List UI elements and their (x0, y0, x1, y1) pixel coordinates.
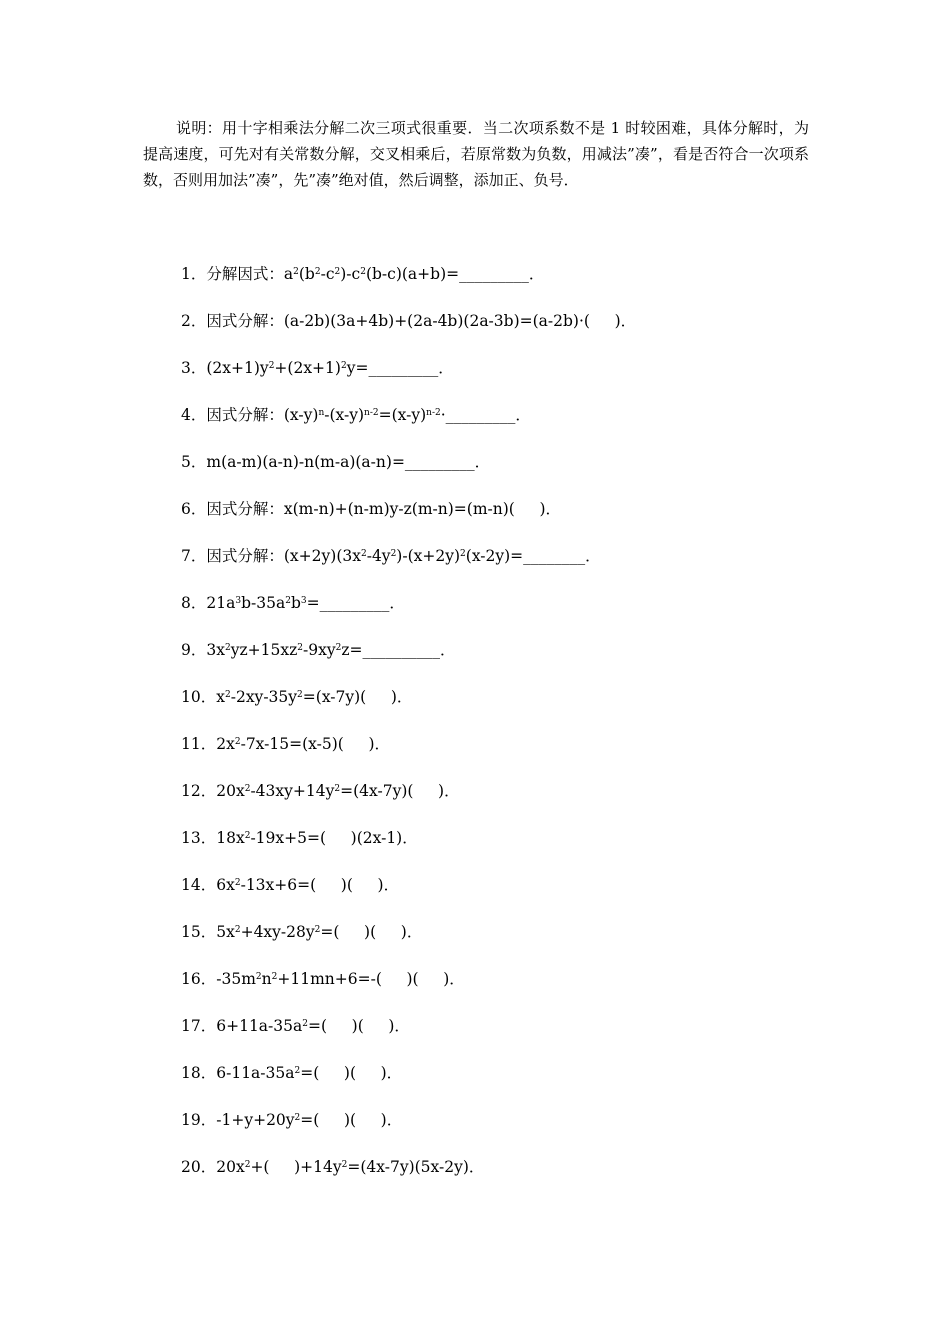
problem-number: 12． (181, 782, 217, 800)
problem-item (181, 496, 821, 543)
problem-number: 7． (181, 547, 207, 565)
problem-expression: $6+11a-35a^2=$( )( )． (216, 1017, 410, 1035)
problem-item (181, 966, 821, 1013)
problem-expression: $(2x+1)y^2+(2x+1)^2y=\_\_\_\_\_\_\_\_\_$． (206, 359, 454, 377)
problem-item (181, 872, 821, 919)
problem-expression: $6x^2-13x+6=$( )( )． (216, 876, 400, 894)
problem-number: 5． (181, 453, 207, 471)
problem-expression: $21a^3b-35a^2b^3=\_\_\_\_\_\_\_\_\_$． (206, 594, 405, 612)
problem-item (181, 684, 821, 731)
problem-expression: $-35m^2n^2+11mn+6=-$( )( )． (216, 970, 465, 988)
problem-item (181, 637, 821, 684)
problem-item (181, 825, 821, 872)
problem-expression: $-1+y+20y^2=$( )( )． (216, 1111, 403, 1129)
problem-number: 4． (181, 406, 207, 424)
problem-item (181, 449, 821, 496)
problem-number: 10． (181, 688, 217, 706)
problem-item (181, 308, 821, 355)
problem-number: 18． (181, 1064, 217, 1082)
problem-number: 11． (181, 735, 217, 753)
problem-item (181, 731, 821, 778)
problem-item (181, 1060, 821, 1107)
problem-number: 17． (181, 1017, 217, 1035)
problem-list (181, 261, 821, 1201)
problem-expression: $18x^2-19x+5=$( )(2x-1)． (216, 829, 418, 847)
problem-number: 3． (181, 359, 207, 377)
problem-item (181, 1154, 821, 1201)
problem-item (181, 1107, 821, 1154)
problem-number: 16． (181, 970, 217, 988)
problem-expression: $5x^2+4xy-28y^2=$( )( )． (216, 923, 423, 941)
problem-item (181, 590, 821, 637)
problem-expression: $3x^2yz+15xz^2-9xy^2z=\_\_\_\_\_\_\_\_\_\_$． (206, 641, 456, 659)
problem-number: 2． (181, 312, 207, 330)
problem-item (181, 543, 821, 590)
problem-number: 6． (181, 500, 207, 518)
problem-item (181, 778, 821, 825)
problem-number: 15． (181, 923, 217, 941)
problem-expression: 因式分解：(a-2b)(3a+4b)+(2a-4b)(2a-3b)=(a-2b)·( )． (206, 312, 637, 330)
problem-expression: $2x^2-7x-15=(x-5)$( )． (216, 735, 390, 753)
problem-item (181, 919, 821, 966)
problem-expression: m(a-m)(a-n)-n(m-a)(a-n)=_________． (206, 453, 491, 471)
problem-expression: $6-11a-35a^2=$( )( )． (216, 1064, 403, 1082)
problem-expression: 因式分解：$(x+2y)(3x^2-4y^2)-(x+2y)^2(x-2y)=\_\_\_\_\_\_\_\_$． (206, 547, 601, 565)
problem-item (181, 355, 821, 402)
problem-item (181, 402, 821, 449)
problem-number: 1． (181, 265, 207, 283)
problem-number: 9． (181, 641, 207, 659)
intro-paragraph: 说明：用十字相乘法分解二次三项式很重要．当二次项系数不是 1 时较困难，具体分解时，为提高速度，可先对有关常数分解，交叉相乘后，若原常数为负数，用减法”凑”，看是否符合一次项系数，否则用加法”凑”，先”凑”绝对值，然后调整，添加正、负号． (143, 119, 809, 189)
problem-expression: $20x^2-43xy+14y^2=(4x-7y)$( )． (216, 782, 460, 800)
problem-number: 20． (181, 1158, 217, 1176)
problem-number: 14． (181, 876, 217, 894)
problem-expression: 因式分解：$(x-y)^n-(x-y)^{n-2}=(x-y)^{n-2}\cdot\_\_\_\_\_\_\_\_\_$． (206, 406, 531, 424)
problem-expression: $20x^2+$( )$+14y^2=(4x-7y)(5x-2y)$． (216, 1158, 485, 1176)
problem-item (181, 261, 821, 308)
problem-expression: $x^2-2xy-35y^2=(x-7y)$( )． (216, 688, 413, 706)
problem-expression: 因式分解：x(m-n)+(n-m)y-z(m-n)=(m-n)( )． (206, 500, 562, 518)
problem-number: 19． (181, 1111, 217, 1129)
problem-expression: 分解因式：$a^2(b^2-c^2)-c^2(b-c)(a+b)=\_\_\_\_\_\_\_\_\_$． (206, 265, 545, 283)
problem-item (181, 1013, 821, 1060)
problem-number: 13． (181, 829, 217, 847)
problem-number: 8． (181, 594, 207, 612)
